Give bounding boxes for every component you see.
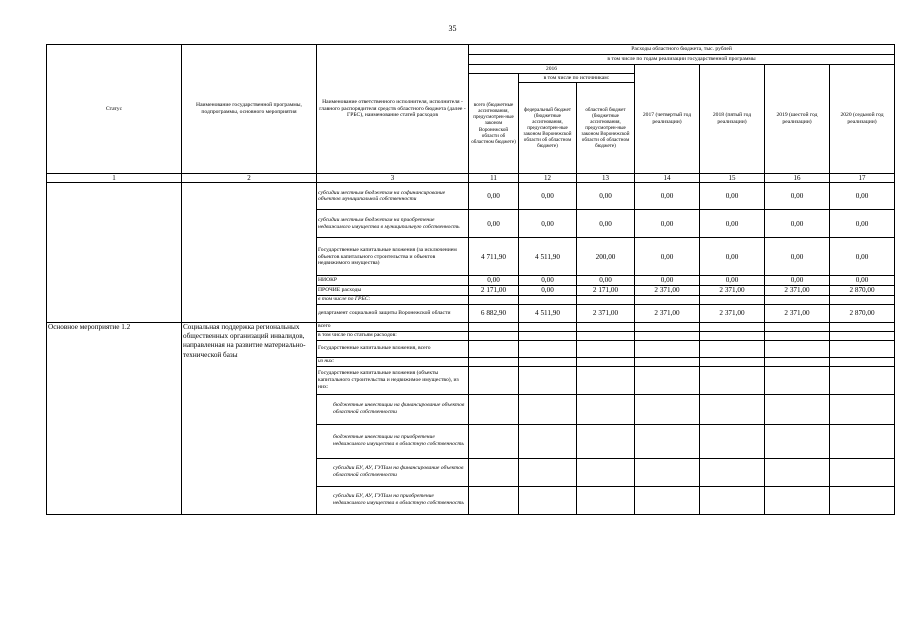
value-cell: 4 511,90 <box>519 304 577 322</box>
value-cell <box>765 458 830 486</box>
value-cell <box>700 394 765 424</box>
value-cell: 0,00 <box>635 238 700 276</box>
event-name: Социальная поддержка региональных общественных организаций инвалидов, направленная на развитие материально-технической базы <box>182 322 317 514</box>
value-cell: 2 371,00 <box>635 304 700 322</box>
value-cell: 2 171,00 <box>469 286 519 296</box>
budget-table <box>46 44 895 515</box>
row-label: в том числе по статьям расходов: <box>317 331 469 340</box>
value-cell <box>700 340 765 357</box>
value-cell <box>830 424 895 458</box>
header-2017: 2017 (четвертый год реализации) <box>635 65 700 174</box>
value-cell <box>577 486 635 514</box>
row-label: НИОКР <box>317 276 469 286</box>
value-cell: 0,00 <box>830 276 895 286</box>
col-number: 15 <box>700 174 765 183</box>
value-cell: 0,00 <box>830 210 895 238</box>
value-cell: 0,00 <box>700 276 765 286</box>
value-cell <box>830 331 895 340</box>
value-cell <box>519 424 577 458</box>
value-cell <box>635 458 700 486</box>
col-number: 3 <box>317 174 469 183</box>
value-cell: 6 882,90 <box>469 304 519 322</box>
value-cell <box>830 486 895 514</box>
header-by-years: в том числе по годам реализации государственной программы <box>469 55 895 65</box>
value-cell <box>577 357 635 366</box>
value-cell: 2 371,00 <box>577 304 635 322</box>
value-cell: 0,00 <box>577 276 635 286</box>
page-number: 35 <box>448 24 457 33</box>
value-cell <box>700 322 765 331</box>
header-federal: федеральный бюджет (бюджетные ассигнования, предусмотрен-ные законом Воронежской области об областном бюджете) <box>519 83 577 174</box>
value-cell <box>469 424 519 458</box>
col-number: 11 <box>469 174 519 183</box>
header-program-name: Наименование государственной программы, подпрограммы, основного мероприятия <box>182 45 317 174</box>
value-cell <box>765 486 830 514</box>
header-regional: областной бюджет (бюджетные ассигнования, предусмотрен-ные законом Воронежской области об областном бюджете) <box>577 83 635 174</box>
value-cell <box>519 322 577 331</box>
value-cell <box>469 331 519 340</box>
value-cell: 0,00 <box>635 210 700 238</box>
value-cell: 0,00 <box>635 276 700 286</box>
value-cell <box>577 295 635 304</box>
status-cell-empty <box>47 183 182 322</box>
value-cell: 4 711,90 <box>469 238 519 276</box>
value-cell <box>469 295 519 304</box>
value-cell: 2 171,00 <box>577 286 635 296</box>
value-cell <box>577 424 635 458</box>
row-label: в том числе по ГРБС: <box>317 295 469 304</box>
row-label: из них: <box>317 357 469 366</box>
row-label: субсидии местным бюджетам на приобретение недвижимого имущества в муниципальную собственность <box>317 210 469 238</box>
value-cell <box>700 357 765 366</box>
value-cell <box>700 458 765 486</box>
col-number: 13 <box>577 174 635 183</box>
value-cell <box>469 322 519 331</box>
event-status: Основное мероприятие 1.2 <box>47 322 182 514</box>
value-cell: 0,00 <box>519 276 577 286</box>
value-cell <box>519 340 577 357</box>
row-label: департамент социальной защиты Воронежской области <box>317 304 469 322</box>
header-2018: 2018 (пятый год реализации) <box>700 65 765 174</box>
header-including-sources: в том числе по источникам: <box>519 74 635 83</box>
value-cell <box>830 458 895 486</box>
header-year-2016: 2016 <box>469 65 635 74</box>
value-cell <box>577 394 635 424</box>
value-cell: 0,00 <box>635 183 700 210</box>
value-cell <box>635 295 700 304</box>
value-cell <box>830 322 895 331</box>
value-cell: 0,00 <box>519 183 577 210</box>
value-cell <box>700 331 765 340</box>
row-label: бюджетные инвестиции на финансирование объектов областной собственности <box>317 394 469 424</box>
value-cell: 0,00 <box>765 210 830 238</box>
value-cell <box>469 340 519 357</box>
value-cell <box>577 331 635 340</box>
value-cell <box>700 295 765 304</box>
value-cell <box>577 340 635 357</box>
value-cell <box>765 424 830 458</box>
value-cell: 0,00 <box>765 276 830 286</box>
value-cell: 2 371,00 <box>700 304 765 322</box>
value-cell <box>765 357 830 366</box>
value-cell <box>700 366 765 394</box>
value-cell <box>635 394 700 424</box>
header-expenses-title: Расходы областного бюджета, тыс. рублей <box>469 45 895 55</box>
value-cell <box>519 331 577 340</box>
value-cell: 0,00 <box>765 238 830 276</box>
value-cell <box>765 322 830 331</box>
row-label: ПРОЧИЕ расходы <box>317 286 469 296</box>
value-cell: 0,00 <box>469 210 519 238</box>
header-status: Статус <box>47 45 182 174</box>
value-cell <box>469 357 519 366</box>
col-number: 2 <box>182 174 317 183</box>
header-2019: 2019 (шестой год реализации) <box>765 65 830 174</box>
value-cell <box>830 340 895 357</box>
value-cell <box>519 458 577 486</box>
col-number: 12 <box>519 174 577 183</box>
value-cell: 2 371,00 <box>765 286 830 296</box>
col-number: 16 <box>765 174 830 183</box>
row-label: Государственные капитальные вложения, всего <box>317 340 469 357</box>
value-cell: 0,00 <box>830 183 895 210</box>
value-cell: 0,00 <box>519 286 577 296</box>
value-cell: 2 870,00 <box>830 286 895 296</box>
header-total: всего (бюджетные ассигнования, предусмотрен-ные законом Воронежской области об областном бюджете) <box>469 74 519 174</box>
value-cell: 200,00 <box>577 238 635 276</box>
value-cell: 2 371,00 <box>700 286 765 296</box>
value-cell <box>635 331 700 340</box>
row-label: Государственные капитальные вложения (объекты капитального строительства и недвижимое имущество), из них: <box>317 366 469 394</box>
value-cell <box>519 486 577 514</box>
value-cell <box>469 458 519 486</box>
value-cell: 2 870,00 <box>830 304 895 322</box>
value-cell <box>519 366 577 394</box>
value-cell <box>469 486 519 514</box>
value-cell <box>577 366 635 394</box>
value-cell <box>635 366 700 394</box>
value-cell <box>635 340 700 357</box>
value-cell: 0,00 <box>700 183 765 210</box>
header-executor: Наименование ответственного исполнителя, исполнителя - главного распорядителя средств областного бюджета (далее - ГРБС), наименование статей расходов <box>317 45 469 174</box>
row-label: Государственные капитальные вложения (за исключением объектов капитального строительства и объектов недвижимого имущества) <box>317 238 469 276</box>
row-label: всего <box>317 322 469 331</box>
value-cell <box>519 394 577 424</box>
value-cell <box>635 424 700 458</box>
row-label: бюджетные инвестиции на приобретение недвижимого имущества в областную собственность <box>317 424 469 458</box>
value-cell <box>469 394 519 424</box>
row-label: субсидии БУ, АУ, ГУПам на приобретение недвижимого имущества в областную собственность <box>317 486 469 514</box>
value-cell <box>830 357 895 366</box>
value-cell <box>700 424 765 458</box>
value-cell <box>577 458 635 486</box>
value-cell: 4 511,90 <box>519 238 577 276</box>
value-cell: 0,00 <box>700 238 765 276</box>
value-cell <box>519 357 577 366</box>
value-cell <box>830 295 895 304</box>
value-cell: 0,00 <box>519 210 577 238</box>
value-cell <box>765 340 830 357</box>
value-cell: 0,00 <box>577 210 635 238</box>
value-cell: 0,00 <box>700 210 765 238</box>
value-cell <box>830 366 895 394</box>
program-cell-empty <box>182 183 317 322</box>
value-cell: 2 371,00 <box>635 286 700 296</box>
value-cell <box>577 322 635 331</box>
header-2020: 2020 (седьмой год реализации) <box>830 65 895 174</box>
value-cell: 0,00 <box>830 238 895 276</box>
value-cell: 0,00 <box>469 276 519 286</box>
col-number: 17 <box>830 174 895 183</box>
value-cell: 0,00 <box>577 183 635 210</box>
col-number: 14 <box>635 174 700 183</box>
value-cell <box>765 295 830 304</box>
value-cell <box>635 322 700 331</box>
value-cell: 2 371,00 <box>765 304 830 322</box>
row-label: субсидии БУ, АУ, ГУПам на финансирование объектов областной собственности <box>317 458 469 486</box>
value-cell <box>765 331 830 340</box>
value-cell <box>635 486 700 514</box>
value-cell <box>765 394 830 424</box>
value-cell <box>700 486 765 514</box>
value-cell: 0,00 <box>765 183 830 210</box>
value-cell <box>830 394 895 424</box>
row-label: субсидии местным бюджетам на софинансирование объектов муниципальной собственности <box>317 183 469 210</box>
col-number: 1 <box>47 174 182 183</box>
value-cell <box>469 366 519 394</box>
value-cell: 0,00 <box>469 183 519 210</box>
value-cell <box>765 366 830 394</box>
value-cell <box>519 295 577 304</box>
value-cell <box>635 357 700 366</box>
